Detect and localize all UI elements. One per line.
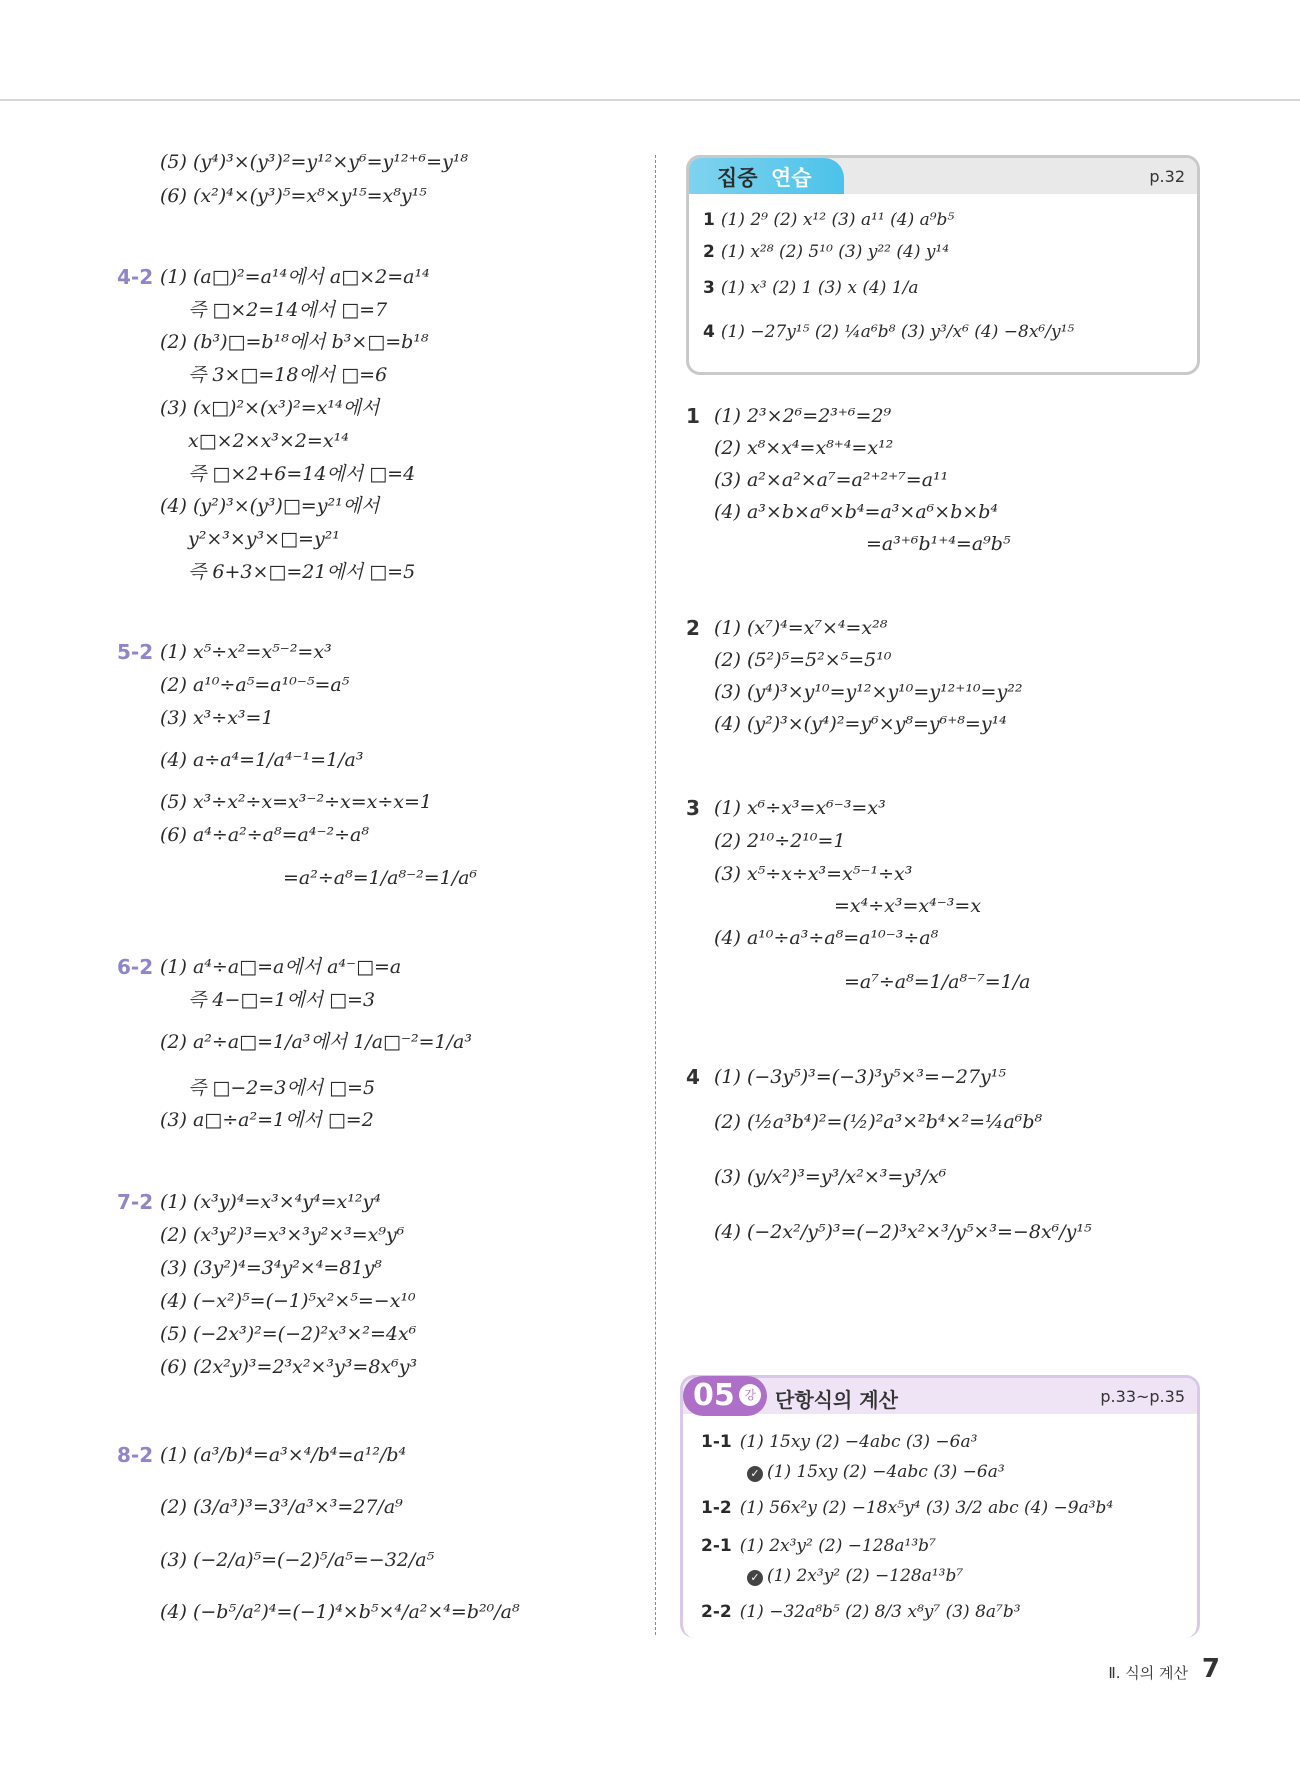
p42-line: y²×³×y³×□=y²¹: [188, 528, 340, 550]
q1-line: =a³⁺⁶b¹⁺⁴=a⁹b⁵: [866, 533, 1011, 555]
q3-line: (3) x⁵÷x÷x³=x⁵⁻¹÷x³: [714, 863, 913, 885]
p82-line: (4) (−b⁵/a²)⁴=(−1)⁴×b⁵×⁴/a²×⁴=b²⁰/a⁸: [160, 1601, 520, 1623]
lesson-answer-text: (1) 2x³y² (2) −128a¹³b⁷: [767, 1566, 964, 1586]
q4-line: (4) (−2x²/y⁵)³=(−2)³x²×³/y⁵×³=−8x⁶/y¹⁵: [714, 1221, 1092, 1243]
p52-line: (2) a¹⁰÷a⁵=a¹⁰⁻⁵=a⁵: [160, 674, 350, 696]
page-number: 7: [1201, 1654, 1220, 1684]
focus-answer-num: 2: [703, 242, 715, 262]
focus-answer-text: (1) x³ (2) 1 (3) x (4) 1/a: [720, 278, 919, 298]
focus-practice-box: [686, 155, 1200, 375]
q2-line: (2) (5²)⁵=5²×⁵=5¹⁰: [714, 649, 892, 671]
cont-line-5: (5) (y⁴)³×(y³)²=y¹²×y⁶=y¹²⁺⁶=y¹⁸: [160, 151, 469, 173]
lesson-answer-line: [701, 1602, 1021, 1622]
problem-label-7-2: 7-2: [117, 1190, 154, 1214]
problem-label-8-2: 8-2: [117, 1443, 154, 1467]
p52-line: (3) x³÷x³=1: [160, 707, 274, 729]
lesson-number-badge: [683, 1376, 767, 1416]
p72-line: (3) (3y²)⁴=3⁴y²×⁴=81y⁸: [160, 1257, 382, 1279]
p62-line: (1) a⁴÷a□=a에서 a⁴⁻□=a: [160, 956, 402, 978]
focus-answer-text: (1) 2⁹ (2) x¹² (3) a¹¹ (4) a⁹b⁵: [720, 210, 955, 230]
q1-line: (1) 2³×2⁶=2³⁺⁶=2⁹: [714, 405, 892, 427]
lesson-unit: 강: [739, 1384, 761, 1406]
q4-line: (3) (y/x²)³=y³/x²×³=y³/x⁶: [714, 1166, 947, 1188]
q1-line: (4) a³×b×a⁶×b⁴=a³×a⁶×b×b⁴: [714, 501, 999, 523]
problem-label-5-2: 5-2: [117, 640, 154, 664]
p52-line: (4) a÷a⁴=1/a⁴⁻¹=1/a³: [160, 749, 364, 771]
q2-line: (4) (y²)³×(y⁴)²=y⁶×y⁸=y⁶⁺⁸=y¹⁴: [714, 713, 1007, 735]
top-rule: [0, 99, 1300, 101]
check-icon: ✓: [747, 1570, 763, 1586]
p42-line: 즉 □×2+6=14에서 □=4: [188, 463, 416, 485]
p42-line: 즉 3×□=18에서 □=6: [188, 364, 388, 386]
lesson-check-line: [747, 1462, 1005, 1482]
focus-answer-num: 1: [703, 210, 715, 230]
q4-line: (1) (−3y⁵)³=(−3)³y⁵×³=−27y¹⁵: [714, 1066, 1006, 1088]
lesson-title: 단항식의 계산: [775, 1388, 898, 1412]
focus-page-ref: p.32: [1149, 167, 1185, 186]
problem-label-3: 3: [686, 796, 700, 820]
lesson-answer-text: (1) 2x³y² (2) −128a¹³b⁷: [739, 1536, 936, 1556]
focus-title-tab: [689, 158, 844, 194]
focus-answer-num: 3: [703, 278, 715, 298]
lesson-05-box: [680, 1375, 1200, 1638]
lesson-answer-text: (1) 15xy (2) −4abc (3) −6a³: [739, 1432, 978, 1452]
p42-line: (1) (a□)²=a¹⁴에서 a□×2=a¹⁴: [160, 266, 430, 288]
p62-line: 즉 □−2=3에서 □=5: [188, 1077, 376, 1099]
problem-label-1: 1: [686, 404, 700, 428]
lesson-answer-num: 2-1: [701, 1536, 732, 1556]
p42-line: (3) (x□)²×(x³)²=x¹⁴에서: [160, 397, 380, 419]
p72-line: (6) (2x²y)³=2³x²×³y³=8x⁶y³: [160, 1356, 418, 1378]
p42-line: 즉 6+3×□=21에서 □=5: [188, 561, 416, 583]
p72-line: (2) (x³y²)³=x³×³y²×³=x⁹y⁶: [160, 1224, 405, 1246]
focus-answer-line: [703, 242, 949, 262]
column-divider: [655, 155, 656, 1635]
p72-line: (1) (x³y)⁴=x³×⁴y⁴=x¹²y⁴: [160, 1191, 381, 1213]
cont-line-6: (6) (x²)⁴×(y³)⁵=x⁸×y¹⁵=x⁸y¹⁵: [160, 185, 427, 207]
p52-line: (6) a⁴÷a²÷a⁸=a⁴⁻²÷a⁸: [160, 824, 369, 846]
lesson-page-ref: p.33~p.35: [1100, 1387, 1185, 1406]
p62-line: (2) a²÷a□=1/a³에서 1/a□⁻²=1/a³: [160, 1031, 472, 1053]
p72-line: (4) (−x²)⁵=(−1)⁵x²×⁵=−x¹⁰: [160, 1290, 416, 1312]
p52-line: (1) x⁵÷x²=x⁵⁻²=x³: [160, 641, 332, 663]
problem-label-4: 4: [686, 1065, 700, 1089]
footer-section: Ⅱ. 식의 계산: [1108, 1664, 1188, 1682]
p52-line: =a²÷a⁸=1/a⁸⁻²=1/a⁶: [283, 867, 478, 889]
p42-line: (4) (y²)³×(y³)□=y²¹에서: [160, 495, 380, 517]
p82-line: (2) (3/a³)³=3³/a³×³=27/a⁹: [160, 1496, 403, 1518]
lesson-answer-text: (1) 15xy (2) −4abc (3) −6a³: [767, 1462, 1005, 1482]
problem-label-4-2: 4-2: [117, 265, 154, 289]
focus-answer-text: (1) x²⁸ (2) 5¹⁰ (3) y²² (4) y¹⁴: [720, 242, 950, 262]
lesson-answer-text: (1) −32a⁸b⁵ (2) 8/3 x⁸y⁷ (3) 8a⁷b³: [739, 1602, 1021, 1622]
p62-line: (3) a□÷a²=1에서 □=2: [160, 1109, 374, 1131]
focus-answer-line: [703, 210, 954, 230]
focus-answer-line: [703, 278, 918, 298]
p52-line: (5) x³÷x²÷x=x³⁻²÷x=x÷x=1: [160, 791, 432, 813]
lesson-answer-num: 1-1: [701, 1432, 732, 1452]
focus-answer-text: (1) −27y¹⁵ (2) ¼a⁶b⁸ (3) y³/x⁶ (4) −8x⁶/y¹⁵: [720, 322, 1075, 342]
focus-title-b: 연습: [771, 166, 812, 190]
lesson-answer-line: [701, 1432, 977, 1452]
p62-line: 즉 4−□=1에서 □=3: [188, 989, 376, 1011]
q3-line: (1) x⁶÷x³=x⁶⁻³=x³: [714, 797, 886, 819]
problem-label-6-2: 6-2: [117, 955, 154, 979]
lesson-answer-num: 1-2: [701, 1498, 732, 1518]
q3-line: (4) a¹⁰÷a³÷a⁸=a¹⁰⁻³÷a⁸: [714, 927, 939, 949]
q3-line: (2) 2¹⁰÷2¹⁰=1: [714, 830, 846, 852]
q1-line: (2) x⁸×x⁴=x⁸⁺⁴=x¹²: [714, 437, 894, 459]
lesson-number: 05: [693, 1378, 735, 1413]
p82-line: (3) (−2/a)⁵=(−2)⁵/a⁵=−32/a⁵: [160, 1549, 435, 1571]
focus-title-a: 집중: [717, 166, 758, 190]
q3-line: =a⁷÷a⁸=1/a⁸⁻⁷=1/a: [844, 971, 1031, 993]
check-icon: ✓: [747, 1466, 763, 1482]
q2-line: (3) (y⁴)³×y¹⁰=y¹²×y¹⁰=y¹²⁺¹⁰=y²²: [714, 681, 1023, 703]
q1-line: (3) a²×a²×a⁷=a²⁺²⁺⁷=a¹¹: [714, 469, 949, 491]
q4-line: (2) (½a³b⁴)²=(½)²a³×²b⁴×²=¼a⁶b⁸: [714, 1111, 1043, 1133]
p42-line: 즉 □×2=14에서 □=7: [188, 299, 388, 321]
focus-answer-num: 4: [703, 322, 715, 342]
p42-line: x□×2×x³×2=x¹⁴: [188, 430, 349, 452]
q2-line: (1) (x⁷)⁴=x⁷×⁴=x²⁸: [714, 617, 888, 639]
p42-line: (2) (b³)□=b¹⁸에서 b³×□=b¹⁸: [160, 331, 429, 353]
lesson-answer-num: 2-2: [701, 1602, 732, 1622]
lesson-answer-text: (1) 56x²y (2) −18x⁵y⁴ (3) 3/2 abc (4) −9a³b⁴: [739, 1498, 1114, 1518]
lesson-check-line: [747, 1566, 963, 1586]
focus-answer-line: [703, 322, 1074, 342]
q3-line: =x⁴÷x³=x⁴⁻³=x: [834, 895, 982, 917]
lesson-answer-line: [701, 1536, 936, 1556]
lesson-answer-line: [701, 1498, 1113, 1518]
p72-line: (5) (−2x³)²=(−2)²x³×²=4x⁶: [160, 1323, 417, 1345]
p82-line: (1) (a³/b)⁴=a³×⁴/b⁴=a¹²/b⁴: [160, 1444, 407, 1466]
problem-label-2: 2: [686, 616, 700, 640]
